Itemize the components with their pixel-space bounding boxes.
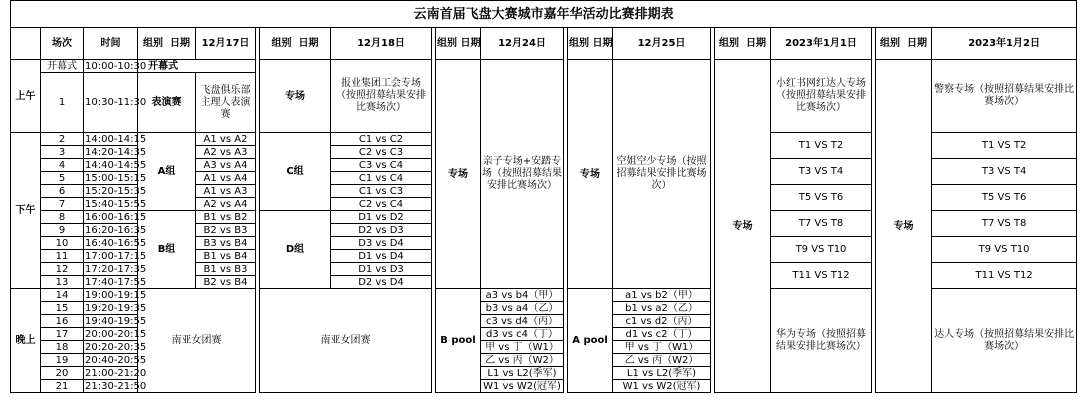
- dec24-match: d3 vs c4（丁）: [481, 328, 564, 341]
- round-cell: 14: [41, 289, 84, 302]
- time-cell: 16:40-16:55: [85, 237, 147, 249]
- time-cell: 15:40-15:55: [85, 198, 147, 210]
- header-date-dec17: 12月17日: [196, 28, 256, 60]
- dec18-match: C1 vs C2: [331, 133, 432, 146]
- round-cell: 15: [41, 302, 84, 315]
- header-date-dec18: 12月18日: [331, 28, 432, 60]
- time-cell: 17:00-17:15: [85, 250, 147, 262]
- dec25-match: W1 vs W2(冠军): [613, 380, 711, 393]
- round-cell: 1: [41, 73, 84, 133]
- dec18-match: D1 vs D4: [331, 250, 432, 263]
- time-cell: 14:20-14:35: [85, 146, 147, 158]
- dec24-match: 甲 vs 丁（W1）: [481, 341, 564, 354]
- round-cell: 20: [41, 367, 84, 380]
- dec17-group-a: A组: [138, 133, 196, 211]
- dec17-match: B3 vs B4: [196, 237, 256, 250]
- jan2-match: T7 VS T8: [932, 211, 1077, 237]
- round-cell: 4: [41, 159, 84, 172]
- time-cell: 10:30-11:30: [84, 73, 138, 133]
- time-cell: 19:00-19:15: [85, 289, 147, 301]
- dec18-evening: 南亚女团赛: [260, 289, 432, 393]
- sheet-title: 云南首届飞盘大赛城市嘉年华活动比赛排期表: [11, 1, 1077, 28]
- period-evening: 晚上: [11, 289, 41, 393]
- header-date-label: 日期: [169, 38, 190, 49]
- dec18-group-c: C组: [260, 133, 331, 211]
- time-cell: 20:00-20:15: [85, 328, 147, 340]
- round-cell: 6: [41, 185, 84, 198]
- dec18-match: D1 vs D3: [331, 263, 432, 276]
- round-cell: 12: [41, 263, 84, 276]
- round-cell: 9: [41, 224, 84, 237]
- jan2-match: T11 VS T12: [932, 263, 1077, 289]
- dec17-match: A3 vs A4: [196, 159, 256, 172]
- dec25-match: d1 vs c2（丁）: [613, 328, 711, 341]
- round-cell: 10: [41, 237, 84, 250]
- dec17-group-b: B组: [138, 211, 196, 289]
- dec24-match: L1 vs L2(季军): [481, 367, 564, 380]
- dec17-exhibition-group: 表演赛: [138, 73, 196, 133]
- dec18-match: C3 vs C4: [331, 159, 432, 172]
- round-cell: 3: [41, 146, 84, 159]
- jan1-evening-desc: 华为专场（按照招募结果安排比赛场次）: [771, 289, 872, 393]
- period-afternoon: 下午: [11, 133, 41, 289]
- jan2-match: T3 VS T4: [932, 159, 1077, 185]
- dec17-match: B1 vs B3: [196, 263, 256, 276]
- round-cell: 17: [41, 328, 84, 341]
- dec18-group-d: D组: [260, 211, 331, 289]
- time-cell: 16:20-16:35: [85, 224, 147, 236]
- dec18-match: C2 vs C3: [331, 146, 432, 159]
- dec24-match: 乙 vs 丙（W2）: [481, 354, 564, 367]
- dec17-match: B2 vs B4: [196, 276, 256, 289]
- header-time: 时间: [84, 28, 138, 60]
- dec18-special-desc: 报业集团工会专场（按照招募结果安排比赛场次）: [331, 60, 432, 133]
- round-cell: 13: [41, 276, 84, 289]
- dec25-match: a1 vs b2（甲）: [613, 289, 711, 302]
- dec17-match: B1 vs B2: [196, 211, 256, 224]
- jan2-match: T1 VS T2: [932, 133, 1077, 159]
- dec25-special-desc: 空姐空少专场（按照招募结果安排比赛场次）: [613, 60, 711, 289]
- time-cell: 17:20-17:35: [85, 263, 147, 275]
- jan1-special-group: 专场: [715, 60, 771, 393]
- dec25-match: b1 vs a2（乙）: [613, 302, 711, 315]
- opening-ceremony: 开幕式: [138, 60, 256, 73]
- dec24-match: a3 vs b4（甲）: [481, 289, 564, 302]
- dec18-special-group: 专场: [260, 60, 331, 133]
- time-cell: 15:20-15:35: [85, 185, 147, 197]
- dec24-special-group: 专场: [436, 60, 481, 289]
- round-cell: 11: [41, 250, 84, 263]
- dec25-pool: A pool: [568, 289, 613, 393]
- dec17-evening: 南亚女团赛: [138, 289, 256, 393]
- dec17-match: A1 vs A2: [196, 133, 256, 146]
- time-cell: 15:00-15:15: [85, 172, 147, 184]
- header-group-date: 组别 日期: [260, 28, 331, 60]
- time-cell: 14:40-14:55: [85, 159, 147, 171]
- dec17-match: B1 vs B4: [196, 250, 256, 263]
- dec18-match: D1 vs D2: [331, 211, 432, 224]
- dec17-match: B2 vs B3: [196, 224, 256, 237]
- dec18-match: C2 vs C4: [331, 198, 432, 211]
- jan2-morning-desc: 警察专场（按照招募结果安排比赛场次）: [932, 60, 1077, 133]
- jan2-match: T5 VS T6: [932, 185, 1077, 211]
- jan1-match: T9 VS T10: [771, 237, 872, 263]
- round-cell: 16: [41, 315, 84, 328]
- round-cell: 5: [41, 172, 84, 185]
- dec17-exhibition-desc: 飞盘俱乐部主理人表演赛: [196, 73, 256, 133]
- round-cell: 18: [41, 341, 84, 354]
- jan1-morning-desc: 小红书网红达人专场（按照招募结果安排比赛场次）: [771, 60, 872, 133]
- dec25-match: 甲 vs 丁（W1）: [613, 341, 711, 354]
- round-cell: 开幕式: [41, 60, 84, 73]
- jan2-special-group: 专场: [876, 60, 932, 393]
- header-group-date: 组别 日期: [568, 28, 613, 60]
- jan1-match: T11 VS T12: [771, 263, 872, 289]
- time-cell: 14:00-14:15: [85, 133, 147, 145]
- header-group-date: 组别 日期: [876, 28, 932, 60]
- header-date-dec25: 12月25日: [613, 28, 711, 60]
- header-date-jan1: 2023年1月1日: [771, 28, 872, 60]
- round-cell: 8: [41, 211, 84, 224]
- dec18-match: D2 vs D4: [331, 276, 432, 289]
- jan1-match: T7 VS T8: [771, 211, 872, 237]
- round-cell: 21: [41, 380, 84, 393]
- jan1-match: T1 VS T2: [771, 133, 872, 159]
- round-cell: 7: [41, 198, 84, 211]
- time-cell: 20:20-20:35: [85, 341, 147, 353]
- dec17-match: A1 vs A4: [196, 172, 256, 185]
- dec18-match: D2 vs D3: [331, 224, 432, 237]
- time-cell: 19:20-19:35: [85, 302, 147, 314]
- dec25-special-group: 专场: [568, 60, 613, 289]
- header-group-label: 组别: [143, 38, 164, 49]
- round-cell: 2: [41, 133, 84, 146]
- time-cell: 19:40-19:55: [85, 315, 147, 327]
- header-group-date: 组别 日期: [715, 28, 771, 60]
- dec18-match: C1 vs C4: [331, 172, 432, 185]
- round-cell: 19: [41, 354, 84, 367]
- jan2-match: T9 VS T10: [932, 237, 1077, 263]
- time-cell: 21:30-21:50: [85, 380, 147, 392]
- dec17-match: A1 vs A3: [196, 185, 256, 198]
- header-group-date: [138, 28, 196, 60]
- time-cell: 16:00-16:15: [85, 211, 147, 223]
- dec25-match: 乙 vs 丙（W2）: [613, 354, 711, 367]
- time-cell: 20:40-20:55: [85, 354, 147, 366]
- dec25-match: L1 vs L2(季军): [613, 367, 711, 380]
- dec18-match: C1 vs C3: [331, 185, 432, 198]
- dec24-pool: B pool: [436, 289, 481, 393]
- jan1-match: T5 VS T6: [771, 185, 872, 211]
- header-blank: [11, 28, 41, 60]
- time-cell: 21:00-21:20: [85, 367, 147, 379]
- period-morning: 上午: [11, 60, 41, 133]
- dec17-match: A2 vs A3: [196, 146, 256, 159]
- dec24-match: W1 vs W2(冠军): [481, 380, 564, 393]
- header-date-dec24: 12月24日: [481, 28, 564, 60]
- header-group-date: 组别 日期: [436, 28, 481, 60]
- dec24-match: c3 vs d4（丙）: [481, 315, 564, 328]
- header-round: 场次: [41, 28, 84, 60]
- dec24-match: b3 vs a4（乙）: [481, 302, 564, 315]
- dec18-match: D3 vs D4: [331, 237, 432, 250]
- header-date-jan2: 2023年1月2日: [932, 28, 1077, 60]
- dec17-match: A2 vs A4: [196, 198, 256, 211]
- time-cell: 17:40-17:55: [85, 276, 147, 288]
- dec25-match: c1 vs d2（丙）: [613, 315, 711, 328]
- jan2-evening-desc: 达人专场（按照招募结果安排比赛场次）: [932, 289, 1077, 393]
- time-cell: 10:00-10:30: [85, 60, 147, 72]
- jan1-match: T3 VS T4: [771, 159, 872, 185]
- schedule-table: [10, 0, 1077, 393]
- dec24-special-desc: 亲子专场+安踏专场（按照招募结果安排比赛场次）: [481, 60, 564, 289]
